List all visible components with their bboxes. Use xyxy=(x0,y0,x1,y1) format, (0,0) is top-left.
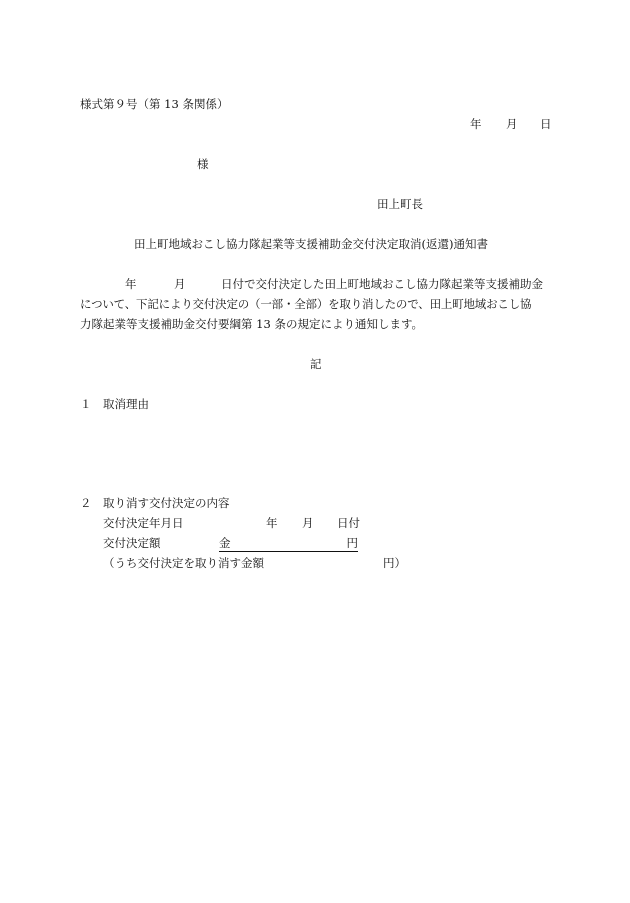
decision-date-label: 交付決定年月日 xyxy=(103,516,184,530)
cancel-amount-suffix: 円） xyxy=(383,556,406,570)
issuer: 田上町長 xyxy=(377,197,423,211)
body-month: 月 xyxy=(174,277,186,291)
document-title: 田上町地域おこし協力隊起業等支援補助金交付決定取消(返還)通知書 xyxy=(134,237,488,251)
date-month-label: 月 xyxy=(506,117,518,131)
body-line-3: 力隊起業等支援補助金交付要綱第 13 条の規定により通知します。 xyxy=(80,317,424,331)
form-number: 様式第９号（第 13 条関係） xyxy=(80,97,229,111)
date-year-label: 年 xyxy=(470,117,482,131)
amount-field xyxy=(219,538,358,552)
ki-heading: 記 xyxy=(310,357,322,371)
section-1-label: 取消理由 xyxy=(103,397,149,411)
addressee-suffix: 様 xyxy=(197,157,209,171)
decision-date-month: 月 xyxy=(302,516,314,530)
cancel-amount-label: （うち交付決定を取り消す金額 xyxy=(103,556,264,570)
section-2-label: 取り消す交付決定の内容 xyxy=(103,496,230,510)
body-line-2: について、下記により交付決定の（一部・全部）を取り消したので、田上町地域おこし協 xyxy=(80,297,532,311)
amount-prefix: 金 xyxy=(219,536,231,550)
body-line-1: 日付で交付決定した田上町地域おこし協力隊起業等支援補助金 xyxy=(221,277,543,291)
section-2-number: ２ xyxy=(80,496,92,510)
amount-suffix: 円 xyxy=(346,536,358,550)
decision-date-year: 年 xyxy=(266,516,278,530)
date-day-label: 日 xyxy=(540,117,552,131)
amount-label: 交付決定額 xyxy=(103,536,161,550)
body-year: 年 xyxy=(125,277,137,291)
decision-date-day: 日付 xyxy=(337,516,360,530)
section-1-number: １ xyxy=(80,397,92,411)
